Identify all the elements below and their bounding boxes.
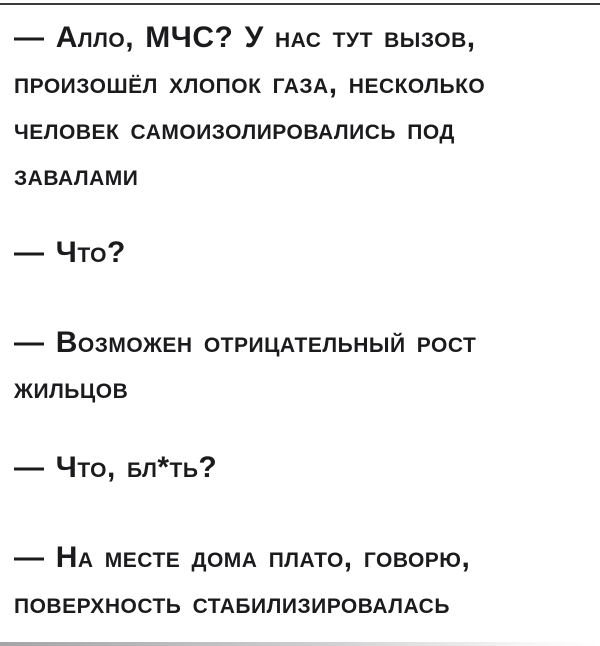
dialogue-text-line: — Что, бл*ть? bbox=[14, 451, 218, 484]
dialogue-text-line: — На месте дома плато, говорю, bbox=[14, 541, 471, 574]
dialogue-message bbox=[0, 320, 600, 412]
top-divider bbox=[0, 3, 600, 5]
dialogue-text-line: человек самоизолировались под bbox=[14, 113, 455, 146]
meme-dialogue bbox=[0, 15, 600, 627]
dialogue-text-line: — Возможен отрицательный рост bbox=[14, 326, 477, 359]
dialogue-message bbox=[0, 230, 600, 276]
dialogue-text-line: произошёл хлопок газа, несколько bbox=[14, 67, 486, 100]
dialogue-text-line: — Алло, МЧС? У нас тут вызов, bbox=[14, 21, 476, 54]
dialogue-text-line: — Что? bbox=[14, 236, 126, 269]
dialogue-text-line: поверхность стабилизировалась bbox=[14, 587, 450, 620]
dialogue-message bbox=[0, 445, 600, 491]
dialogue-text-line: завалами bbox=[14, 159, 139, 192]
dialogue-text-line: жильцов bbox=[14, 372, 129, 405]
dialogue-message bbox=[0, 535, 600, 627]
dialogue-message bbox=[0, 15, 600, 199]
